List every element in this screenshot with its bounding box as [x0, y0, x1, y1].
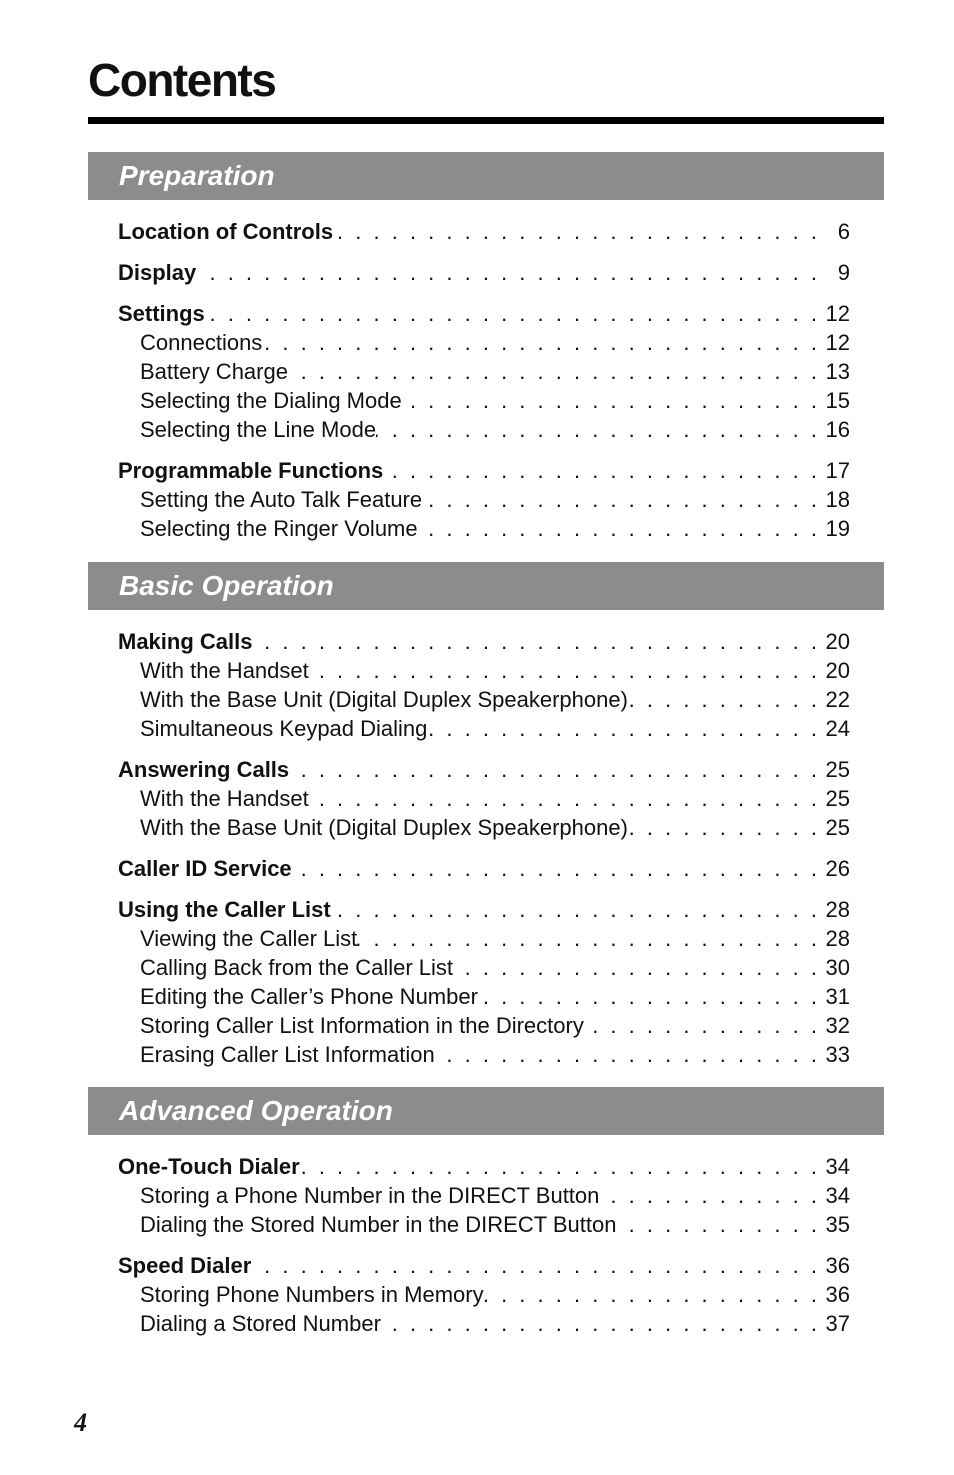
toc-group	[88, 1251, 884, 1338]
toc-entry[interactable]	[118, 456, 850, 485]
toc-entry-label: With the Handset	[140, 786, 309, 811]
toc-entry[interactable]	[118, 627, 850, 656]
toc-page-number: 9	[837, 260, 850, 285]
toc-page-number: 20	[825, 658, 850, 683]
toc-page-number: 6	[837, 219, 850, 244]
toc-page-number: 20	[825, 629, 850, 654]
dot-leader	[205, 299, 824, 328]
toc-group	[88, 217, 884, 246]
dot-leader	[262, 328, 824, 357]
dot-leader	[333, 217, 824, 246]
toc-page-number: 31	[825, 984, 850, 1009]
toc-page-number: 26	[825, 856, 850, 881]
toc-subentry[interactable]	[140, 1011, 850, 1040]
toc-page-number: 25	[825, 786, 850, 811]
section-header: Basic Operation	[88, 562, 884, 610]
dot-leader	[383, 456, 824, 485]
toc-group	[88, 854, 884, 883]
toc-entry-label: One-Touch Dialer	[118, 1154, 300, 1179]
dot-leader	[478, 982, 824, 1011]
toc-subentry[interactable]	[140, 1181, 850, 1210]
toc-entry[interactable]	[118, 1152, 850, 1181]
dot-leader	[357, 924, 824, 953]
dot-leader	[331, 895, 824, 924]
dot-leader	[381, 1309, 824, 1338]
toc-page-number: 13	[825, 359, 850, 384]
dot-leader	[252, 627, 824, 656]
toc-entry[interactable]	[118, 258, 850, 287]
dot-leader	[418, 514, 824, 543]
toc-page-number: 15	[825, 388, 850, 413]
section-preparation	[88, 152, 884, 555]
page-number: 4	[74, 1408, 87, 1437]
toc-entry-label: Selecting the Dialing Mode	[140, 388, 402, 413]
toc-subentry[interactable]	[140, 982, 850, 1011]
toc-subentry[interactable]	[140, 1210, 850, 1239]
toc-entry[interactable]	[118, 1251, 850, 1280]
dot-leader	[289, 755, 824, 784]
title-divider	[88, 117, 884, 124]
toc-group	[88, 755, 884, 842]
dot-leader	[288, 357, 824, 386]
toc-page-number: 28	[825, 926, 850, 951]
toc-entry-label: Using the Caller List	[118, 897, 331, 922]
toc-subentry[interactable]	[140, 813, 850, 842]
toc-entry-label: Answering Calls	[118, 757, 290, 782]
toc-page-number: 17	[825, 458, 850, 483]
toc-page-number: 34	[825, 1154, 850, 1179]
dot-leader	[427, 714, 824, 743]
toc-group	[88, 258, 884, 287]
toc-entry[interactable]	[118, 217, 850, 246]
toc-page-number: 25	[825, 815, 850, 840]
toc-subentry[interactable]	[140, 328, 850, 357]
toc-page-number: 16	[825, 417, 850, 442]
dot-leader	[309, 656, 824, 685]
toc-entry-label: Storing a Phone Number in the DIRECT Button	[140, 1183, 600, 1208]
toc-group	[88, 895, 884, 1069]
toc-page-number: 28	[825, 897, 850, 922]
dot-leader	[292, 854, 824, 883]
dot-leader	[617, 1210, 825, 1239]
toc-entry-label: Setting the Auto Talk Feature	[140, 487, 423, 512]
toc-entry-label: Editing the Caller’s Phone Number	[140, 984, 478, 1009]
dot-leader	[402, 386, 824, 415]
toc-page-number: 37	[825, 1311, 850, 1336]
dot-leader	[376, 415, 824, 444]
dot-leader	[196, 258, 824, 287]
toc-page-number: 33	[825, 1042, 850, 1067]
toc-entry-label: Caller ID Service	[118, 856, 292, 881]
toc-subentry[interactable]	[140, 514, 850, 543]
dot-leader	[628, 813, 824, 842]
toc-page-number: 12	[825, 301, 850, 326]
dot-leader	[435, 1040, 824, 1069]
toc-subentry[interactable]	[140, 415, 850, 444]
toc-entry-label: Selecting the Ringer Volume	[140, 516, 418, 541]
section-advanced-operation	[88, 1087, 884, 1350]
toc-entry-label: Battery Charge	[140, 359, 288, 384]
toc-page-number: 12	[825, 330, 850, 355]
dot-leader	[453, 953, 824, 982]
section-header: Advanced Operation	[88, 1087, 884, 1135]
toc-page-number: 18	[825, 487, 850, 512]
dot-leader	[251, 1251, 824, 1280]
toc-page-number: 35	[825, 1212, 850, 1237]
toc-group	[88, 1152, 884, 1239]
toc-entry-label: Location of Controls	[118, 219, 334, 244]
toc-group	[88, 627, 884, 743]
toc-entry-label: With the Base Unit (Digital Duplex Speakerphone)	[140, 815, 628, 840]
dot-leader	[628, 685, 824, 714]
toc-group	[88, 299, 884, 444]
toc-subentry[interactable]	[140, 714, 850, 743]
toc-entry[interactable]	[118, 755, 850, 784]
dot-leader	[300, 1152, 824, 1181]
toc-subentry[interactable]	[140, 953, 850, 982]
toc-page-number: 25	[825, 757, 850, 782]
toc-entry-label: With the Handset	[140, 658, 309, 683]
toc-entry-label: Selecting the Line Mode	[140, 417, 377, 442]
dot-leader	[599, 1181, 824, 1210]
toc-entry[interactable]	[118, 895, 850, 924]
section-header: Preparation	[88, 152, 884, 200]
toc-page-number: 36	[825, 1282, 850, 1307]
toc-entry-label: Speed Dialer	[118, 1253, 252, 1278]
toc-page-number: 19	[825, 516, 850, 541]
page-title: Contents	[88, 54, 276, 106]
toc-entry-label: Settings	[118, 301, 205, 326]
toc-subentry[interactable]	[140, 1040, 850, 1069]
dot-leader	[309, 784, 824, 813]
toc-entry-label: Programmable Functions	[118, 458, 384, 483]
toc-entry-label: Erasing Caller List Information	[140, 1042, 435, 1067]
toc-entry-label: Storing Phone Numbers in Memory	[140, 1282, 484, 1307]
toc-entry-label: Dialing a Stored Number	[140, 1311, 381, 1336]
dot-leader	[484, 1280, 824, 1309]
toc-subentry[interactable]	[140, 685, 850, 714]
toc-entry-label: Dialing the Stored Number in the DIRECT Button	[140, 1212, 617, 1237]
section-entries	[88, 1135, 884, 1338]
dot-leader	[584, 1011, 824, 1040]
section-entries	[88, 200, 884, 543]
toc-subentry[interactable]	[140, 1309, 850, 1338]
section-entries	[88, 610, 884, 1069]
toc-entry[interactable]	[118, 854, 850, 883]
toc-page-number: 30	[825, 955, 850, 980]
toc-subentry[interactable]	[140, 1280, 850, 1309]
toc-subentry[interactable]	[140, 924, 850, 953]
dot-leader	[422, 485, 824, 514]
toc-subentry[interactable]	[140, 656, 850, 685]
toc-entry-label: Connections	[140, 330, 263, 355]
toc-page-number: 24	[825, 716, 850, 741]
toc-entry[interactable]	[118, 299, 850, 328]
toc-entry-label: With the Base Unit (Digital Duplex Speakerphone)	[140, 687, 628, 712]
toc-entry-label: Calling Back from the Caller List	[140, 955, 454, 980]
toc-page-number: 36	[825, 1253, 850, 1278]
toc-group	[88, 456, 884, 543]
toc-subentry[interactable]	[140, 357, 850, 386]
toc-page-number: 34	[825, 1183, 850, 1208]
section-basic-operation	[88, 562, 884, 1081]
toc-page-number: 32	[825, 1013, 850, 1038]
toc-entry-label: Making Calls	[118, 629, 253, 654]
toc-page-number: 22	[825, 687, 850, 712]
toc-subentry[interactable]	[140, 485, 850, 514]
toc-entry-label: Simultaneous Keypad Dialing	[140, 716, 428, 741]
toc-entry-label: Storing Caller List Information in the Directory	[140, 1013, 584, 1038]
toc-subentry[interactable]	[140, 784, 850, 813]
toc-subentry[interactable]	[140, 386, 850, 415]
toc-entry-label: Viewing the Caller List	[140, 926, 358, 951]
toc-entry-label: Display	[118, 260, 197, 285]
